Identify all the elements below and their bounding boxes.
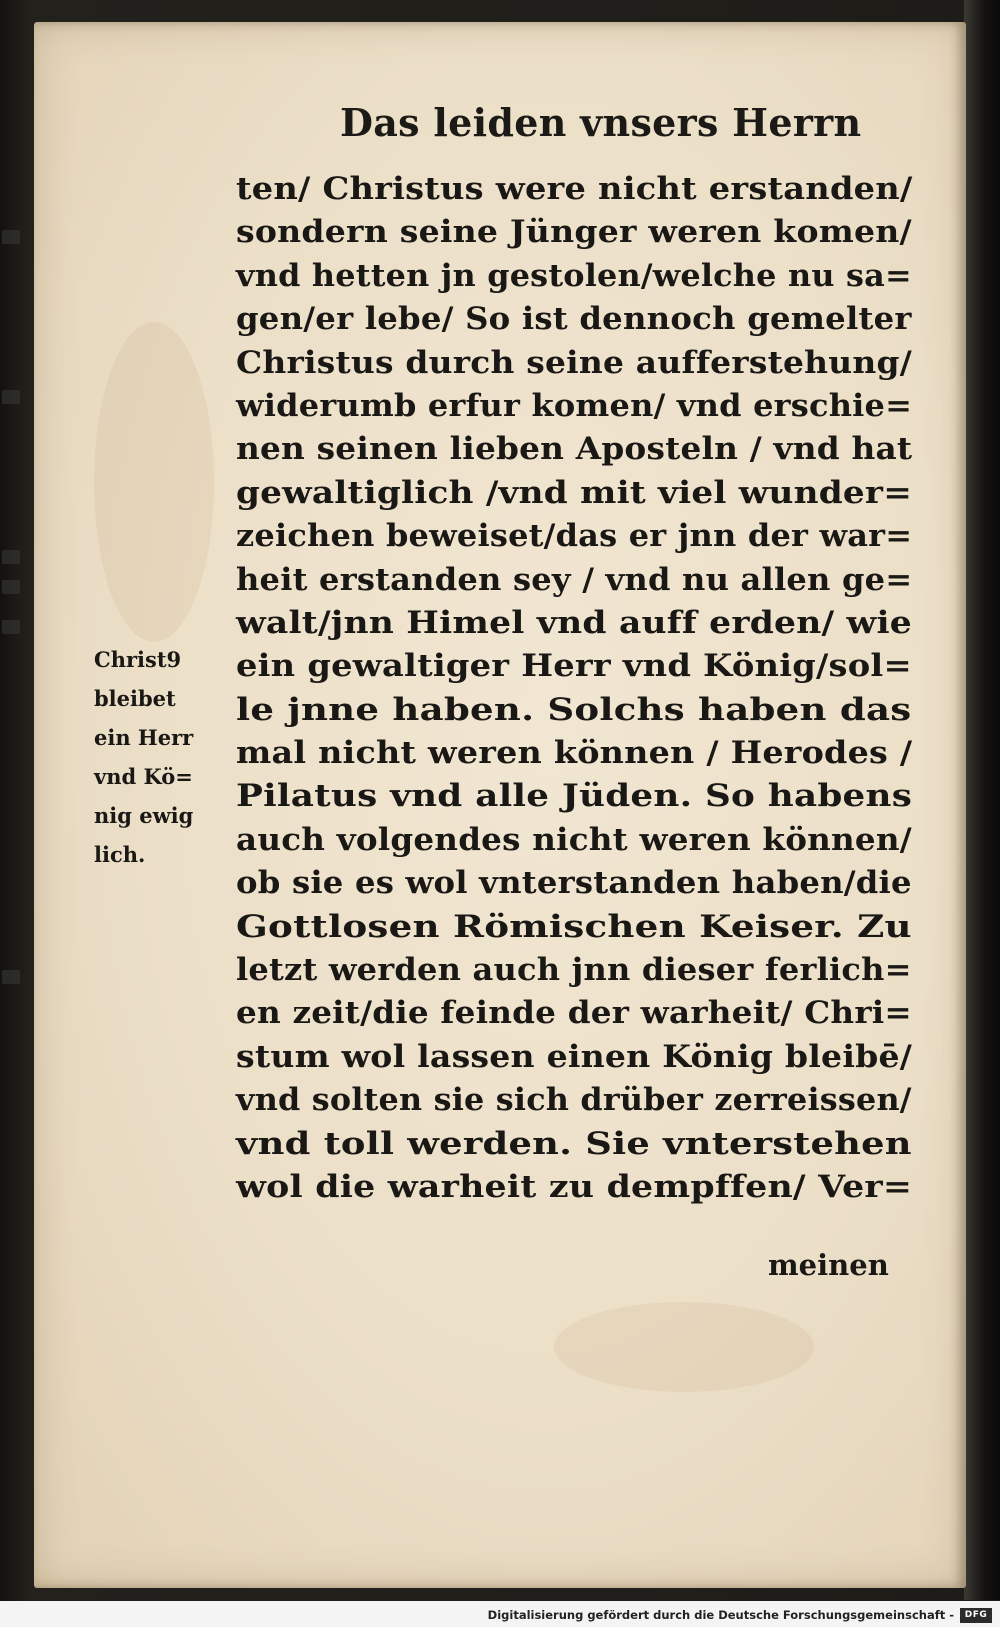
text-line: vnd hetten jn gestolen/welche nu sa= — [236, 257, 912, 294]
text-line: vnd solten sie sich drüber zerreissen/ — [236, 1082, 912, 1119]
text-line: Gottlosen Römischen Keiser. Zu — [236, 908, 912, 945]
text-line: zeichen beweiset/das er jnn der war= — [236, 518, 913, 555]
marginal-note-line: vnd Kö= — [94, 764, 193, 789]
text-line: mal nicht weren können / Herodes / — [236, 735, 913, 772]
text-line: Pilatus vnd alle Jüden. So habens — [236, 778, 913, 815]
footer-bar — [0, 1601, 1000, 1627]
text-line: ob sie es wol vnterstanden haben/die — [236, 865, 912, 902]
marginal-note-line: Christ9 — [94, 647, 182, 672]
paper-stain — [94, 322, 214, 642]
marginal-note-line: ein Herr — [94, 725, 194, 750]
text-line: walt/jnn Himel vnd auff erden/ wie — [236, 604, 912, 641]
marginal-note — [94, 640, 234, 874]
paper-stain — [554, 1302, 814, 1392]
marginal-note-line: lich. — [94, 842, 146, 867]
marginal-note-line: bleibet — [94, 686, 176, 711]
text-line: auch volgendes nicht weren können/ — [236, 821, 912, 858]
text-line: wol die warheit zu dempffen/ Ver= — [236, 1168, 913, 1205]
text-line: letzt werden auch jnn dieser ferlich= — [236, 952, 912, 989]
text-line: ein gewaltiger Herr vnd König/sol= — [236, 648, 912, 685]
text-line: stum wol lassen einen König bleibē/ — [236, 1038, 913, 1075]
text-line: heit erstanden sey / vnd nu allen ge= — [236, 561, 913, 598]
text-line: widerumb erfur komen/ vnd erschie= — [236, 387, 913, 424]
text-line: nen seinen lieben Aposteln / vnd hat — [236, 431, 913, 468]
text-line: en zeit/die feinde der warheit/ Chri= — [236, 995, 912, 1032]
running-head: Das leiden vnsers Herrn — [340, 100, 862, 145]
catchword: meinen — [768, 1248, 889, 1282]
marginal-note-line: nig ewig — [94, 803, 194, 828]
text-line: sondern seine Jünger weren komen/ — [236, 214, 912, 251]
text-line: ten/ Christus were nicht erstanden/ — [236, 171, 913, 207]
text-line: vnd toll werden. Sie vnterstehen — [236, 1125, 912, 1162]
dfg-logo: DFG — [960, 1608, 992, 1623]
adjacent-page-edge — [0, 150, 28, 1050]
text-line: gen/er lebe/ So ist dennoch gemelter — [236, 301, 912, 338]
text-line: Christus durch seine aufferstehung/ — [236, 344, 912, 381]
funding-credit: Digitalisierung gefördert durch die Deutsche Forschungsgemeinschaft - — [487, 1608, 954, 1622]
text-line: gewaltiglich /vnd mit viel wunder= — [236, 474, 913, 511]
text-line: le jnne haben. Solchs haben das — [236, 691, 912, 728]
body-text-block — [236, 168, 916, 1209]
